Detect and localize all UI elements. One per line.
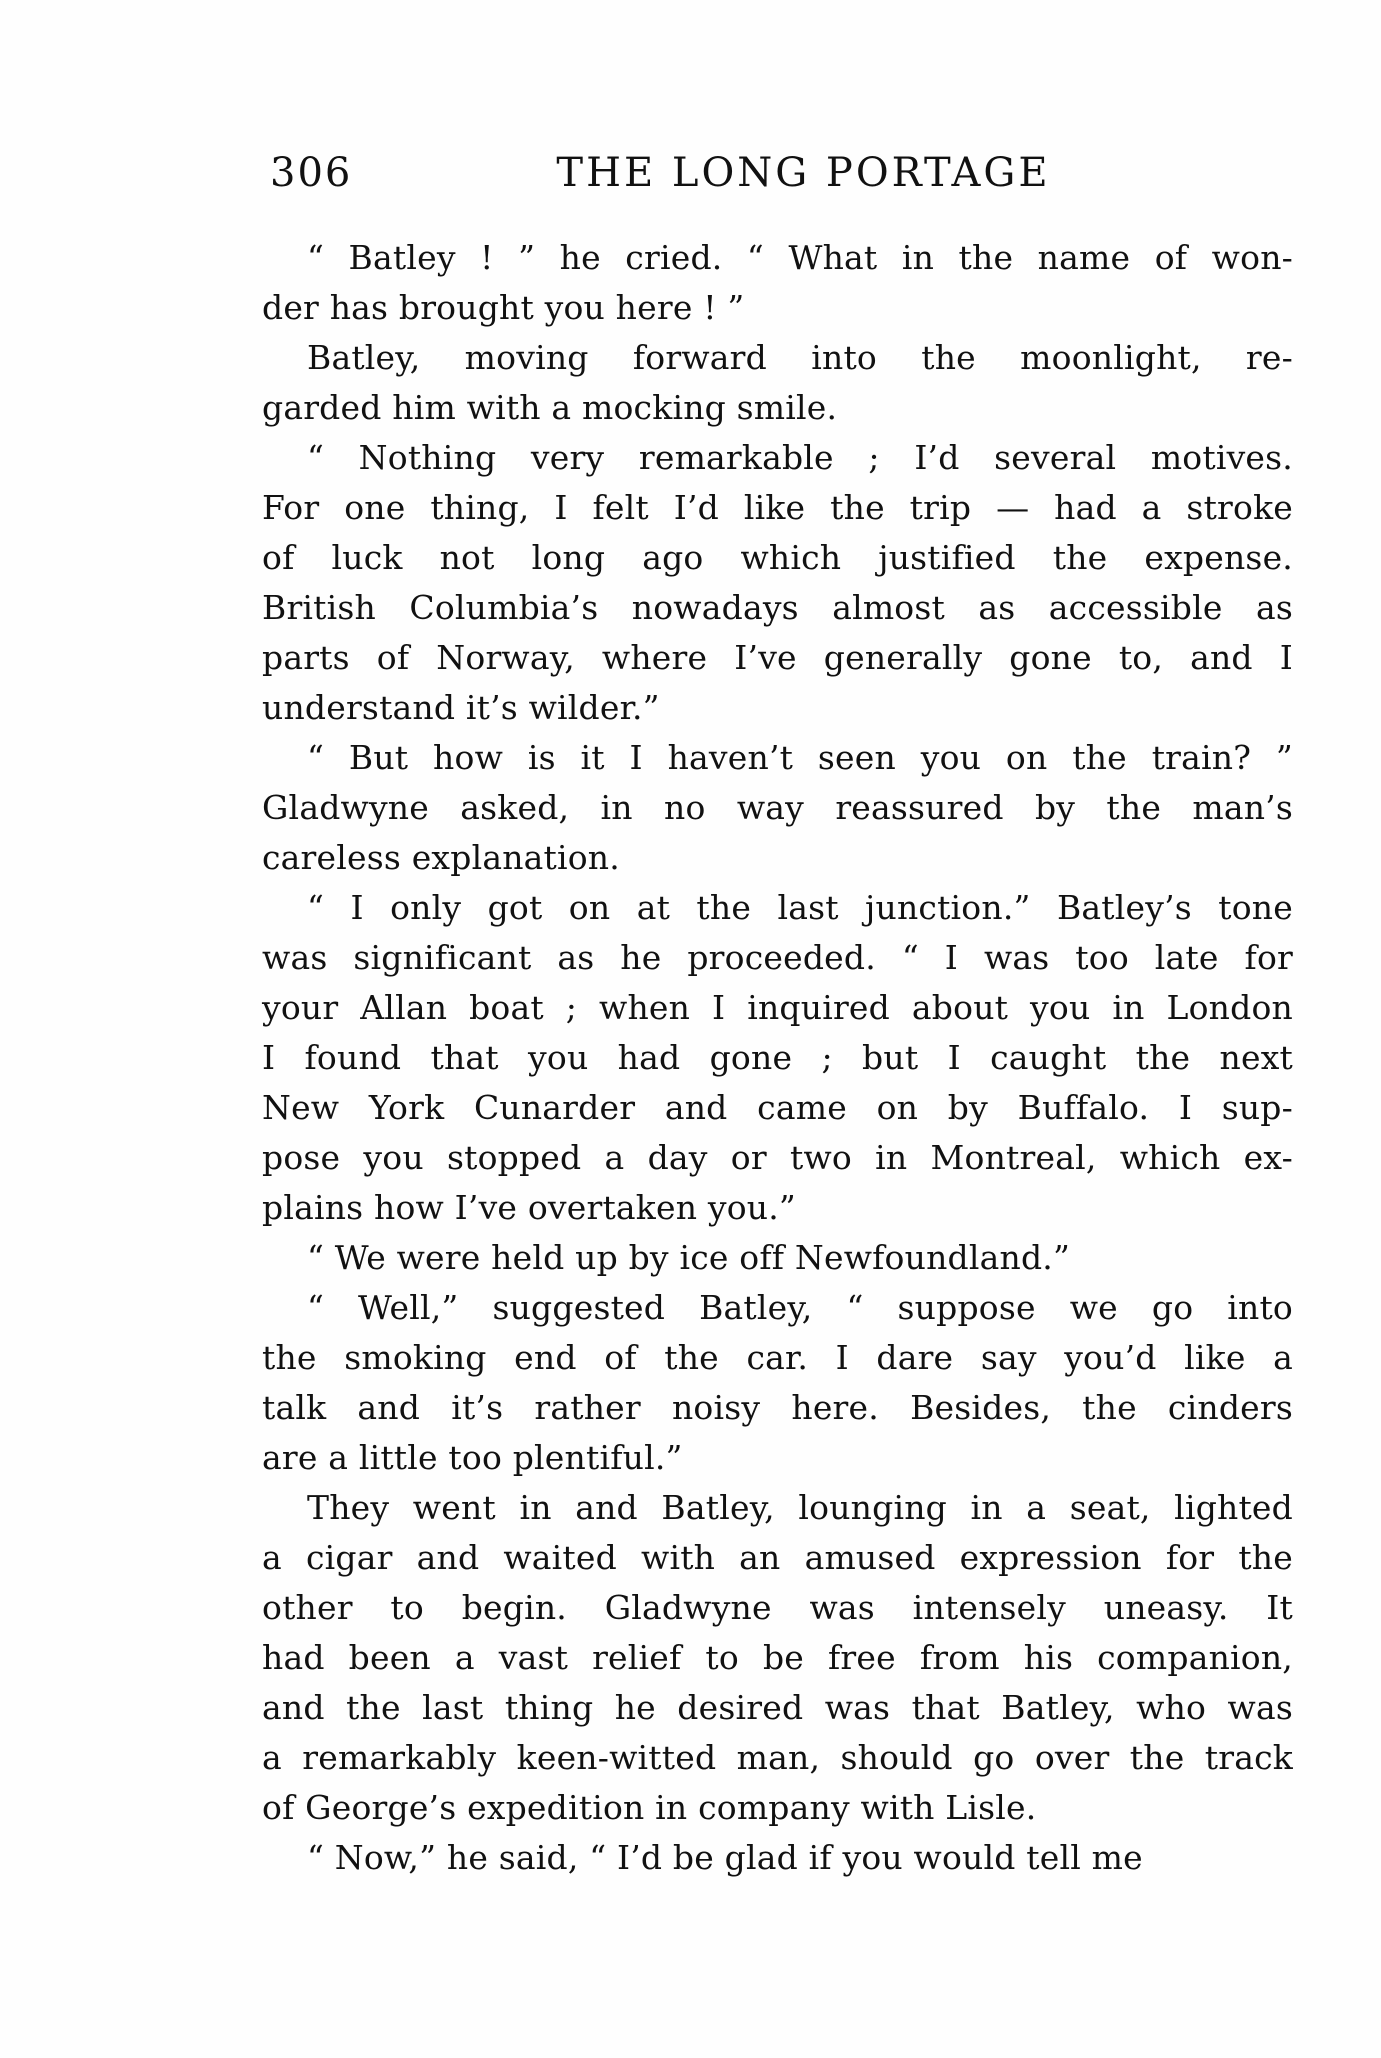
text-line: talk and it’s rather noisy here. Besides, the cinders — [262, 1388, 1293, 1427]
text-line: British Columbia’s nowadays almost as accessible as — [262, 588, 1293, 627]
text-line: your Allan boat ; when I inquired about you in London — [262, 988, 1293, 1027]
text-line: Batley, moving forward into the moonlight, re- — [307, 338, 1293, 377]
text-line: “ But how is it I haven’t seen you on the train? ” — [307, 738, 1293, 777]
text-line: der has brought you here ! ” — [262, 288, 745, 327]
page-header — [262, 146, 1293, 200]
text-line: garded him with a mocking smile. — [262, 388, 838, 427]
text-line: “ I only got on at the last junction.” Batley’s tone — [307, 888, 1293, 927]
text-line: “ Batley ! ” he cried. “ What in the name of won- — [307, 238, 1293, 277]
text-line: For one thing, I felt I’d like the trip — had a stroke — [262, 488, 1293, 527]
text-line: understand it’s wilder.” — [262, 688, 660, 727]
text-line: “ Nothing very remarkable ; I’d several motives. — [307, 438, 1293, 477]
text-line: other to begin. Gladwyne was intensely uneasy. It — [262, 1588, 1293, 1627]
text-line: and the last thing he desired was that Batley, who was — [262, 1688, 1293, 1727]
text-line: plains how I’ve overtaken you.” — [262, 1188, 796, 1227]
text-line: of George’s expedition in company with Lisle. — [262, 1788, 1037, 1827]
text-line: careless explanation. — [262, 838, 620, 877]
text-line: pose you stopped a day or two in Montreal, which ex- — [262, 1138, 1293, 1177]
text-line: the smoking end of the car. I dare say you’d like a — [262, 1338, 1293, 1377]
page-number: 306 — [270, 150, 353, 196]
text-line: parts of Norway, where I’ve generally gone to, and I — [262, 638, 1293, 677]
text-line: had been a vast relief to be free from his companion, — [262, 1638, 1293, 1677]
text-line: a remarkably keen-witted man, should go over the track — [262, 1738, 1293, 1777]
text-line: of luck not long ago which justified the expense. — [262, 538, 1293, 577]
text-line: a cigar and waited with an amused expression for the — [262, 1538, 1293, 1577]
text-line: New York Cunarder and came on by Buffalo. I sup- — [262, 1088, 1293, 1127]
text-line: “ Now,” he said, “ I’d be glad if you would tell me — [307, 1838, 1143, 1877]
text-line: Gladwyne asked, in no way reassured by the man’s — [262, 788, 1293, 827]
text-line: They went in and Batley, lounging in a seat, lighted — [307, 1488, 1293, 1527]
text-line: are a little too plentiful.” — [262, 1438, 683, 1477]
page-body — [262, 233, 1293, 1883]
text-line: I found that you had gone ; but I caught the next — [262, 1038, 1293, 1077]
text-line: “ We were held up by ice off Newfoundland.” — [307, 1238, 1071, 1277]
text-line: “ Well,” suggested Batley, “ suppose we go into — [307, 1288, 1293, 1327]
page-title: THE LONG PORTAGE — [556, 150, 1051, 196]
text-line: was significant as he proceeded. “ I was too late for — [262, 938, 1293, 977]
